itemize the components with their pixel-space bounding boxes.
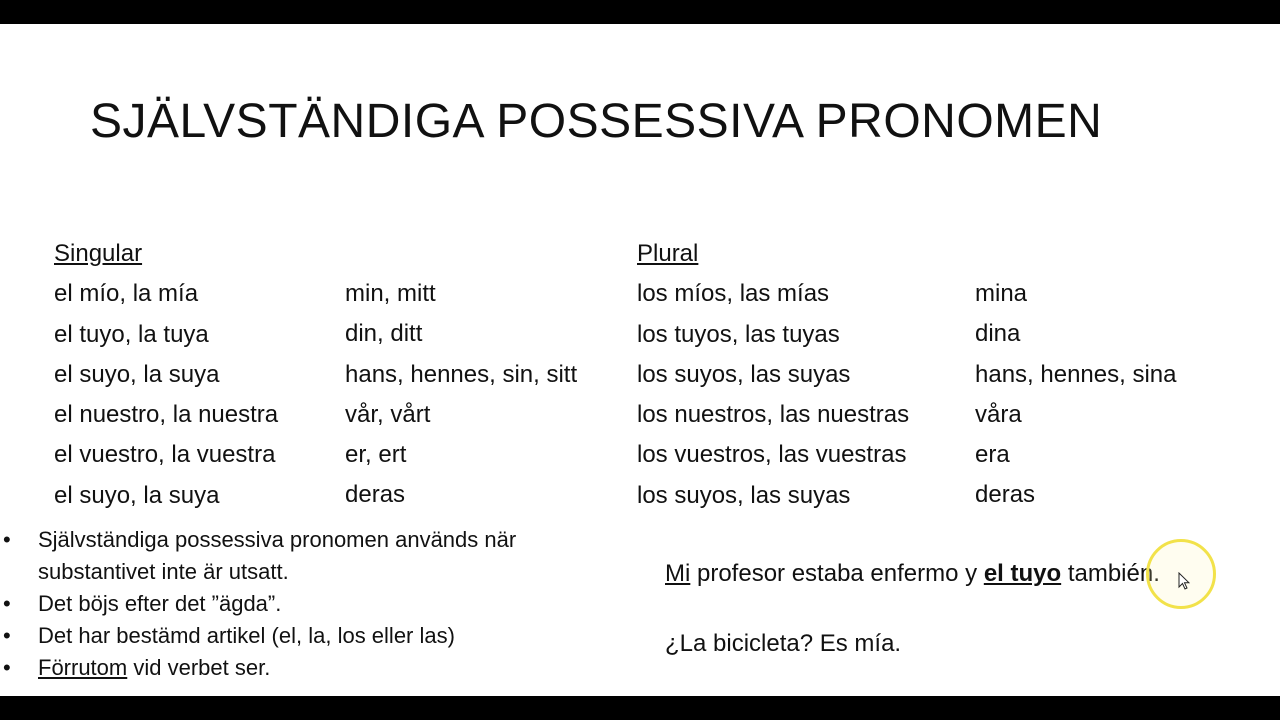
singular-swedish-column — [345, 274, 577, 516]
plural-swedish-row: era — [975, 441, 1010, 469]
rule-exception-word: Förrutom — [38, 655, 128, 680]
singular-header: Singular — [54, 240, 143, 267]
example-text: también. — [1061, 560, 1160, 587]
singular-spanish-row: el suyo, la suya — [54, 360, 220, 388]
singular-spanish-row: el vuestro, la vuestra — [54, 441, 276, 469]
singular-swedish-row: er, ert — [345, 441, 407, 469]
singular-spanish-column — [54, 234, 278, 516]
singular-swedish-row: vår, vårt — [345, 400, 431, 428]
rules-list-item — [0, 620, 600, 652]
singular-spanish-row: el nuestro, la nuestra — [54, 401, 279, 429]
rules-list-item — [0, 588, 600, 620]
plural-swedish-row: våra — [975, 400, 1022, 428]
example-text: profesor estaba enfermo y — [690, 560, 984, 587]
rules-list-item — [0, 524, 600, 588]
slide — [0, 24, 1280, 696]
rule-text: Det böjs efter det ”ägda”. — [38, 591, 282, 616]
singular-swedish-row: min, mitt — [345, 280, 436, 307]
rules-list-item — [0, 652, 600, 684]
plural-spanish-row: los vuestros, las vuestras — [637, 441, 907, 469]
bullet-dot-icon: • — [3, 591, 11, 616]
rule-text: vid verbet ser. — [127, 655, 271, 680]
rule-text: Självständiga possessiva pronomen används när substantivet inte är utsatt. — [38, 527, 517, 584]
example-possessive-pronoun: el tuyo — [983, 560, 1062, 587]
singular-spanish-row: el tuyo, la tuya — [54, 320, 209, 348]
singular-swedish-row: deras — [345, 481, 406, 509]
plural-swedish-row: deras — [975, 481, 1036, 509]
plural-spanish-row: los suyos, las suyas — [637, 481, 851, 509]
bullet-dot-icon: • — [3, 655, 11, 680]
example-sentence-2: ¿La bicicleta? Es mía. — [665, 630, 902, 657]
example-sentence-1 — [665, 560, 1160, 588]
plural-spanish-column — [637, 234, 909, 516]
singular-spanish-row: el mío, la mía — [54, 280, 199, 308]
plural-spanish-row: los tuyos, las tuyas — [637, 320, 840, 348]
rule-text: Det har bestämd artikel (el, la, los eller las) — [38, 623, 455, 648]
plural-header: Plural — [637, 240, 699, 267]
plural-spanish-row: los míos, las mías — [637, 280, 830, 308]
slide-title: SJÄLVSTÄNDIGA POSSESSIVA PRONOMEN — [90, 95, 1103, 148]
mouse-pointer-icon — [1178, 572, 1190, 590]
plural-swedish-row: dina — [975, 320, 1021, 348]
plural-swedish-column — [975, 274, 1176, 516]
plural-spanish-row: los nuestros, las nuestras — [637, 401, 910, 429]
bullet-dot-icon: • — [3, 623, 11, 648]
singular-swedish-row: din, ditt — [345, 320, 423, 348]
example-possessive-adjective: Mi — [665, 560, 691, 587]
plural-spanish-row: los suyos, las suyas — [637, 360, 851, 388]
rules-list — [0, 524, 600, 684]
singular-swedish-row: hans, hennes, sin, sitt — [345, 360, 578, 388]
singular-spanish-row: el suyo, la suya — [54, 481, 220, 509]
bullet-dot-icon: • — [3, 527, 11, 552]
plural-swedish-row: hans, hennes, sina — [975, 360, 1177, 388]
plural-swedish-row: mina — [975, 280, 1028, 307]
